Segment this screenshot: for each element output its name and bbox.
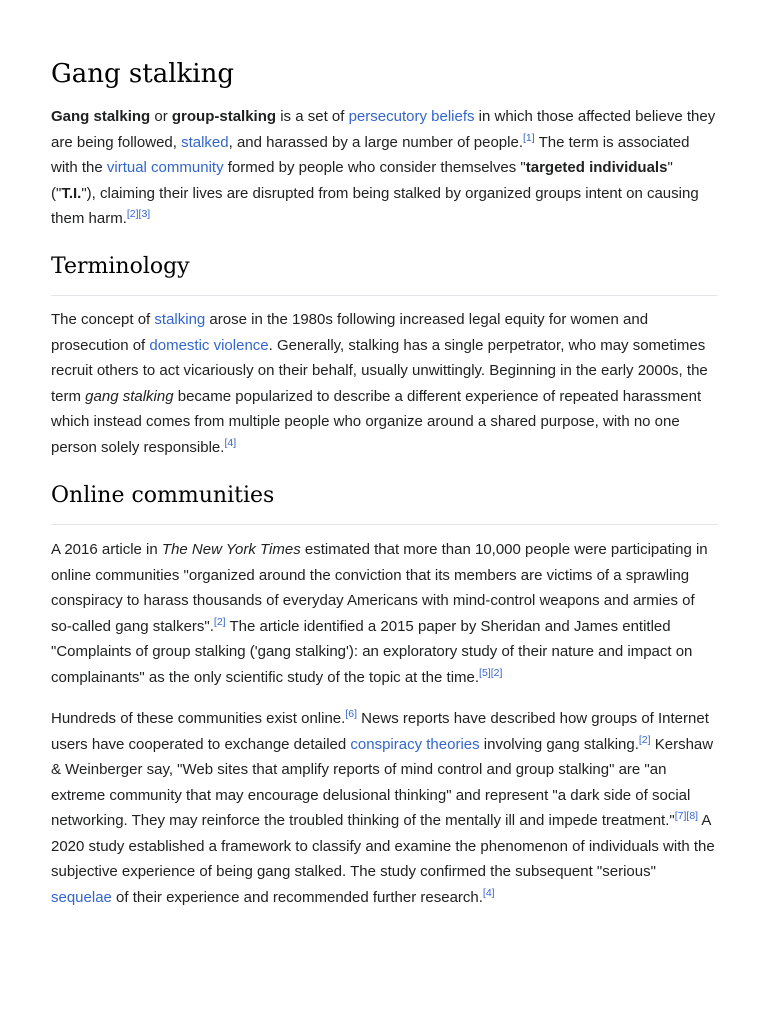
online-paragraph-1 (51, 537, 718, 690)
reference-link-8[interactable]: [8] (686, 810, 699, 822)
text-span: of their experience and recommended further research. (111, 888, 483, 906)
text-span: involving gang stalking. (479, 735, 639, 753)
text-span: A 2020 study established a framework to classify and examine the phenomenon of individuals with the subjective experience of being gang stalked. The study confirmed the subsequent "serious" (51, 812, 715, 880)
reference-link-7[interactable]: [7] (674, 810, 687, 822)
text-span: Kershaw & Weinberger say, "Web sites that amplify reports of mind control and group stalking" are "an extreme community that may encourage delusional thinking" and represent "a dark side of social networking. They may reinforce the troubled thinking of the mentally ill and impede treatment." (51, 735, 714, 829)
italic-title: The New York Times (161, 541, 301, 558)
bold-term: Gang stalking (51, 108, 151, 125)
reference-sup (483, 887, 495, 899)
link-virtual-community[interactable]: virtual community (106, 159, 224, 176)
text-span: The term is associated with the (51, 133, 690, 176)
link-domestic-violence[interactable]: domestic violence (149, 336, 269, 354)
section-divider (51, 295, 718, 296)
reference-link-5[interactable]: [5] (479, 666, 491, 679)
reference-link-2[interactable]: [2] (638, 733, 651, 746)
reference-link-2[interactable]: [2] (213, 615, 226, 628)
bold-term: T.I. (61, 184, 82, 202)
reference-sup (639, 734, 651, 746)
link-persecutory-beliefs[interactable]: persecutory beliefs (348, 108, 475, 125)
reference-sup (127, 208, 150, 220)
reference-sup (345, 708, 357, 720)
page-title: Gang stalking (51, 59, 234, 89)
link-stalked[interactable]: stalked (181, 133, 229, 151)
intro-paragraph (51, 104, 718, 232)
text-span: formed by people who consider themselves " (223, 159, 526, 176)
bold-term: group-stalking (171, 108, 277, 125)
text-span: , and harassed by a large number of people. (228, 133, 523, 151)
section-divider (51, 524, 718, 525)
link-sequelae[interactable]: sequelae (51, 888, 112, 906)
bold-term: targeted individuals (525, 159, 668, 176)
text-span: is a set of (276, 108, 349, 125)
text-span: . Generally, stalking has a single perpetrator, who may sometimes recruit others to act vicariously on their behalf, usually unwittingly. Beginning in the early 2000s, the term (51, 336, 708, 405)
section-heading-online-communities: Online communities (51, 483, 275, 508)
text-span: The concept of (51, 311, 155, 328)
terminology-paragraph (51, 307, 718, 460)
reference-link-6[interactable]: [6] (345, 708, 358, 720)
reference-link-1[interactable]: [1] (523, 131, 535, 144)
reference-link-2[interactable]: [2] (490, 666, 503, 679)
reference-sup (675, 810, 698, 822)
reference-sup (214, 616, 226, 628)
section-online-header (51, 481, 718, 525)
text-span: " (" (51, 159, 673, 202)
section-terminology-header (51, 252, 718, 296)
text-span: or (150, 108, 172, 125)
reference-sup (479, 667, 502, 679)
italic-term: gang stalking (85, 387, 174, 405)
text-span: arose in the 1980s following increased legal equity for women and prosecution of (51, 311, 649, 354)
link-stalking[interactable]: stalking (154, 311, 206, 328)
text-span: "), claiming their lives are disrupted from being stalked by organized groups intent on causing them harm. (51, 184, 699, 227)
reference-link-2[interactable]: [2] (126, 208, 139, 220)
text-span: Hundreds of these communities exist online. (51, 710, 346, 727)
reference-link-3[interactable]: [3] (138, 208, 151, 220)
text-span: A 2016 article in (51, 541, 162, 558)
reference-link-4[interactable]: [4] (224, 436, 237, 449)
reference-sup (523, 132, 535, 144)
online-paragraph-2 (51, 706, 718, 910)
text-span: News reports have described how groups of Internet users have cooperated to exchange detailed (51, 710, 709, 753)
section-heading-terminology: Terminology (51, 254, 190, 279)
text-span: The article identified a 2015 paper by Sheridan and James entitled "Complaints of group stalking ('gang stalking'): an exploratory study of their nature and impact on complainants" as the only scientific study of the topic at the time. (51, 617, 693, 686)
reference-sup (224, 437, 236, 449)
reference-link-4[interactable]: [4] (482, 886, 495, 899)
text-span: became popularized to describe a different experience of repeated harassment which instead comes from multiple people who organize around a shared purpose, with no one person solely responsible. (51, 387, 702, 456)
text-span: estimated that more than 10,000 people were participating in online communities "organized around the conviction that its members are victims of a sprawling conspiracy to harass thousands of everyday Americans with mind-control weapons and armies of so-called gang stalkers". (51, 541, 708, 635)
link-conspiracy-theories[interactable]: conspiracy theories (350, 735, 480, 753)
text-span: in which those affected believe they are being followed, (51, 108, 716, 151)
